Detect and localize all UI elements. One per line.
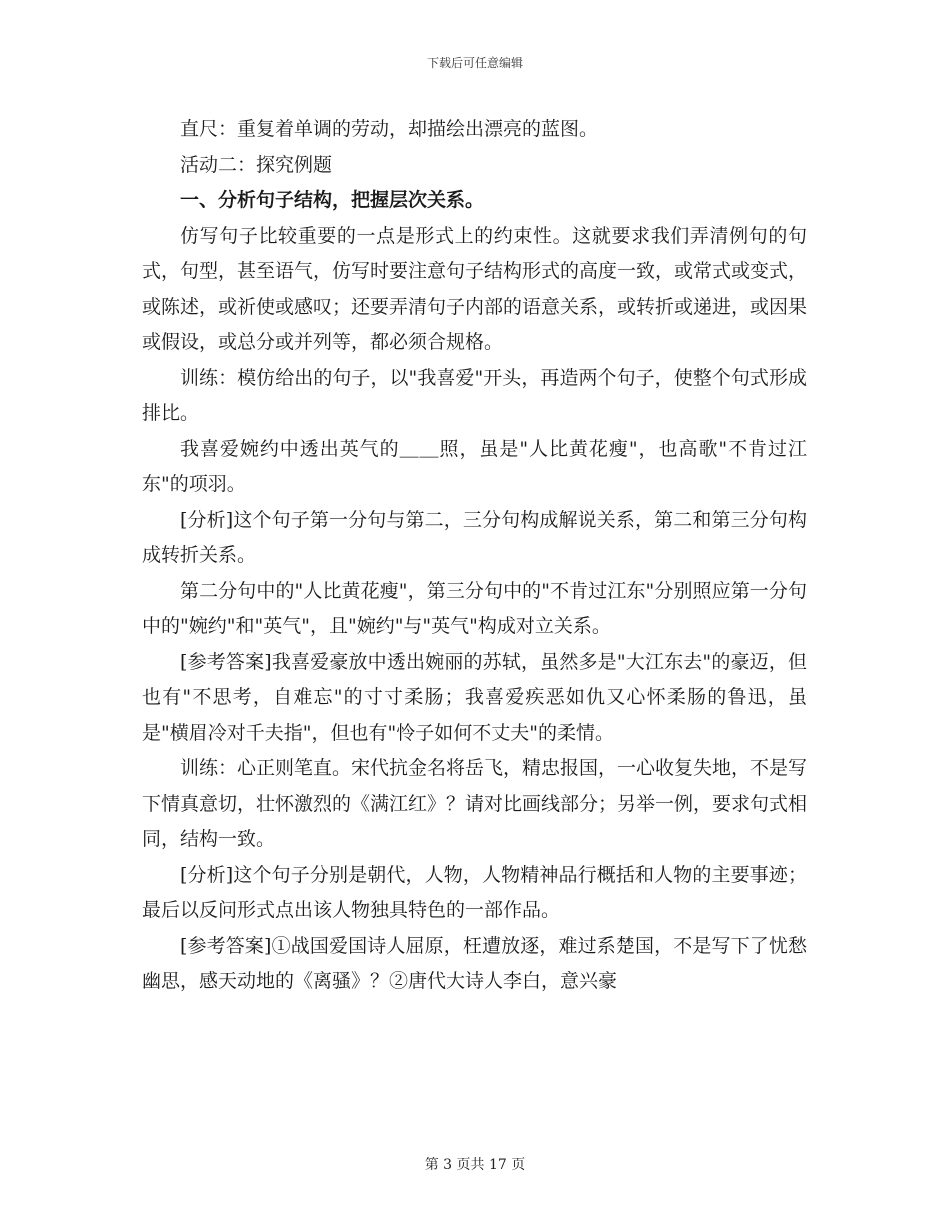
paragraph-exercise-one: 训练：模仿给出的句子，以"我喜爱"开头，再造两个句子，使整个句式形成排比。 — [142, 366, 807, 424]
page-header: 下载后可任意编辑 — [426, 56, 523, 70]
page-footer: 第 3 页共 17 页 — [424, 1157, 526, 1173]
paragraph-example-sentence: 我喜爱婉约中透出英气的＿＿照，虽是"人比黄花瘦"，也高歌"不肯过江东"的项羽。 — [142, 437, 807, 495]
paragraph-ruler-analogy: 直尺：重复着单调的劳动，却描绘出漂亮的蓝图。 — [180, 118, 599, 140]
paragraph-analysis-one: [分析]这个句子第一分句与第二，三分句构成解说关系，第二和第三分句构成转折关系。 — [142, 508, 807, 566]
paragraph-analysis-two: [分析]这个句子分别是朝代，人物，人物精神品行概括和人物的主要事迹；最后以反问形式点出该人物独具特色的一部作品。 — [142, 863, 807, 921]
paragraph-analysis-one-detail: 第二分句中的"人比黄花瘦"，第三分句中的"不肯过江东"分别照应第一分句中的"婉约"和"英气"，且"婉约"与"英气"构成对立关系。 — [142, 579, 807, 637]
paragraph-answer-one: [参考答案]我喜爱豪放中透出婉丽的苏轼，虽然多是"大江东去"的豪迈，但也有"不思考，自难忘"的寸寸柔肠；我喜爱疾恶如仇又心怀柔肠的鲁迅，虽是"横眉冷对千夫指"，但也有"怜子如何不丈夫"的柔情。 — [142, 650, 807, 744]
section-heading: 一、分析句子结构，把握层次关系。 — [180, 189, 485, 211]
paragraph-answer-two: [参考答案]①战国爱国诗人屈原，枉遭放逐，难过系楚国，不是写下了忧愁幽思，感天动地的《离骚》？②唐代大诗人李白，意兴豪 — [142, 934, 807, 992]
paragraph-exercise-two: 训练：心正则笔直。宋代抗金名将岳飞，精忠报国，一心收复失地，不是写下情真意切，壮怀激烈的《满江红》？请对比画线部分；另举一例，要求句式相同，结构一致。 — [142, 757, 808, 850]
document-body — [142, 112, 807, 1000]
paragraph-activity-two: 活动二：探究例题 — [180, 153, 333, 176]
paragraph-imitation-intro: 仿写句子比较重要的一点是形式上的约束性。这就要求我们弄清例句的句式，句型，甚至语气，仿写时要注意句子结构形式的高度一致，或常式或变式，或陈述，或祈使或感叹；还要弄清句子内部的语意关系，或转折或递进，或因果或假设，或总分或并列等，都必须合规格。 — [142, 224, 808, 353]
